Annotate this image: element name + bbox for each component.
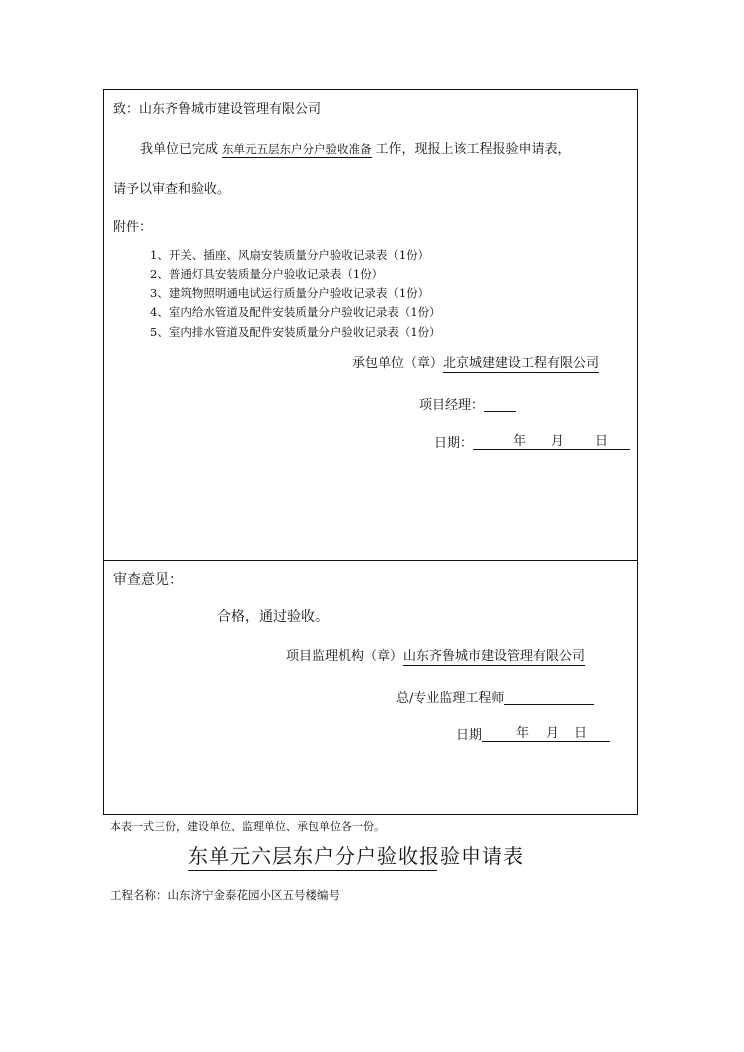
attachment-item-4: 4、室内给水管道及配件安装质量分户验收记录表（1份） <box>150 305 441 319</box>
request-line: 请予以审查和验收。 <box>113 182 231 197</box>
project-name-value: 山东济宁金泰花园小区五号楼编号 <box>167 888 340 902</box>
addressee: 致：山东齐鲁城市建设管理有限公司 <box>113 102 322 117</box>
completed-suffix: 工作，现报上该工程报验申请表， <box>375 142 571 157</box>
review-date-year: 年 <box>516 726 530 741</box>
attachment-item-2: 2、普通灯具安装质量分户验收记录表（1份） <box>150 267 384 281</box>
completion-statement <box>140 143 571 156</box>
completed-item: 东单元五层东户分户验收准备 <box>222 142 372 156</box>
contractor-date-label: 日期： <box>434 436 474 451</box>
attachments-label: 附件： <box>113 220 153 235</box>
engineer-blank <box>504 690 594 705</box>
attachment-item-3: 3、建筑物照明通电试运行质量分户验收记录表（1份） <box>150 286 430 300</box>
supervisor-name: 山东齐鲁城市建设管理有限公司 <box>403 649 586 664</box>
contractor-date-month: 月 <box>551 434 565 449</box>
contractor-line <box>352 357 599 370</box>
contractor-label: 承包单位（章） <box>352 356 444 371</box>
review-date-blank <box>482 727 610 742</box>
contractor-date-blank <box>473 435 630 450</box>
review-label: 审查意见： <box>113 572 183 588</box>
supervisor-line <box>286 650 585 663</box>
engineer-line <box>396 690 594 705</box>
project-name-label: 工程名称： <box>110 888 168 902</box>
engineer-label: 总/专业监理工程师 <box>396 691 505 706</box>
project-name-line <box>110 890 340 902</box>
attachment-item-1: 1、开关、插座、风扇安装质量分户验收记录表（1份） <box>150 248 430 262</box>
review-date-line <box>456 727 610 742</box>
contractor-date-line <box>434 435 630 450</box>
application-form-frame <box>103 89 638 815</box>
project-manager-line <box>419 397 516 412</box>
next-form-title-underline <box>188 870 437 871</box>
contractor-name: 北京城建建设工程有限公司 <box>443 356 600 371</box>
section-divider <box>104 560 637 561</box>
attachment-item-5: 5、室内排水管道及配件安装质量分户验收记录表（1份） <box>150 325 441 339</box>
review-date-day: 日 <box>574 726 588 741</box>
review-opinion: 合格，通过验收。 <box>217 609 329 625</box>
next-form-title: 东单元六层东户分户验收报验申请表 <box>188 844 524 868</box>
contractor-date-day: 日 <box>595 434 609 449</box>
project-manager-label: 项目经理： <box>419 398 485 413</box>
project-manager-blank <box>484 397 516 412</box>
review-date-month: 月 <box>546 726 560 741</box>
completed-prefix: 我单位已完成 <box>140 142 219 157</box>
contractor-date-year: 年 <box>513 434 527 449</box>
supervisor-label: 项目监理机构（章） <box>286 649 404 664</box>
review-date-label: 日期 <box>456 728 483 743</box>
copies-note: 本表一式三份，建设单位、监理单位、承包单位各一份。 <box>110 820 385 833</box>
